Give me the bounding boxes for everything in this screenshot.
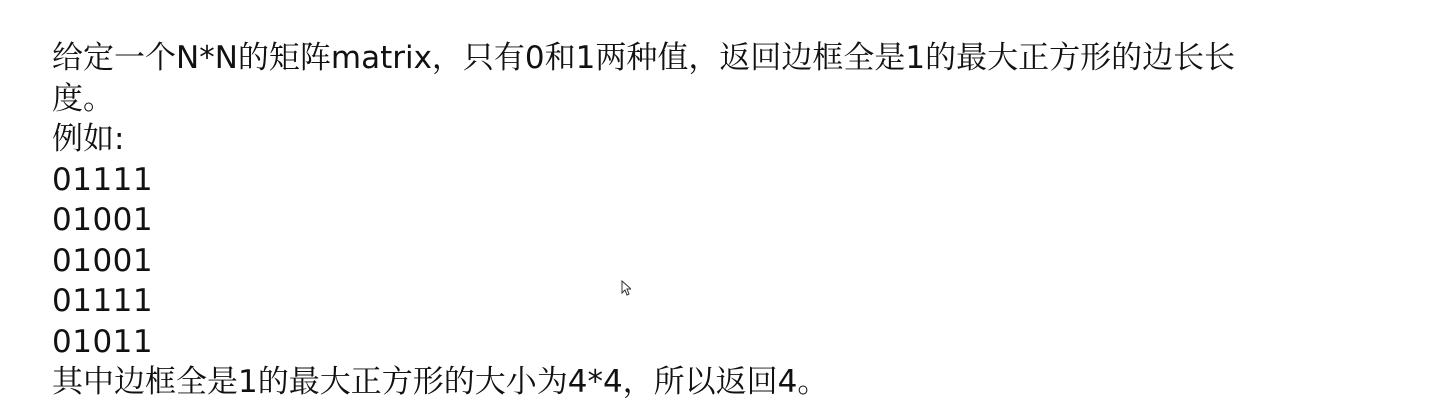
- mouse-pointer-icon: [621, 280, 631, 296]
- matrix-row: 01011: [52, 323, 154, 360]
- conclusion-text: 其中边框全是1的最大正方形的大小为4*4，所以返回4。: [52, 364, 829, 400]
- matrix-row: 01111: [52, 283, 154, 319]
- matrix-row: 01001: [52, 202, 154, 238]
- problem-statement: 给定一个N*N的矩阵matrix，只有0和1两种值，返回边框全是1的最大正方形的边长长度。: [52, 40, 1236, 117]
- matrix-row: 01111: [52, 161, 154, 198]
- document-text: [52, 38, 1292, 403]
- example-label: 例如:: [52, 121, 125, 157]
- matrix-row: 01001: [52, 242, 154, 279]
